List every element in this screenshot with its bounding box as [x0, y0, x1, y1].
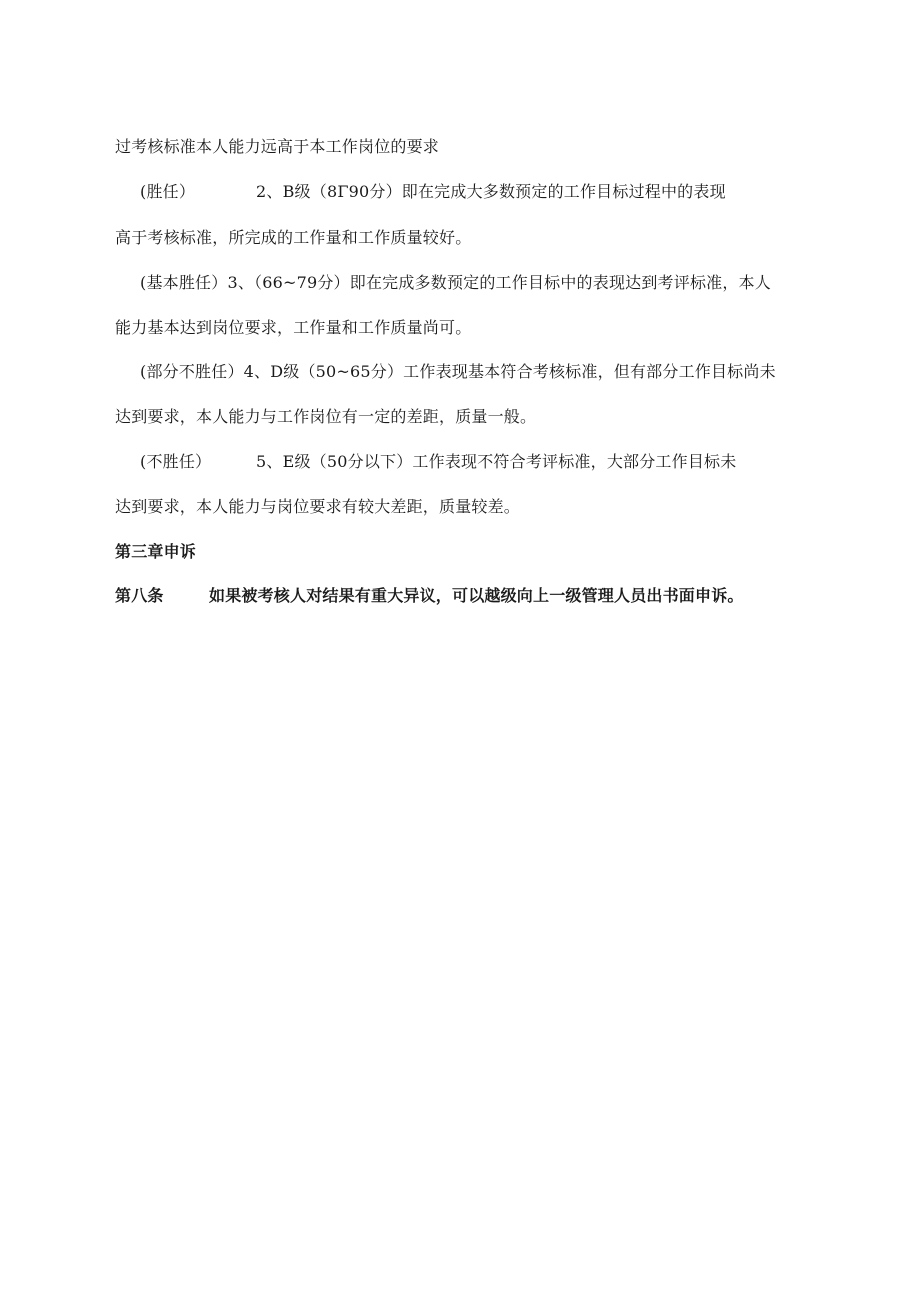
grade-b-line	[140, 182, 726, 202]
paragraph-line: 高于考核标准，所完成的工作量和工作质量较好。	[115, 228, 472, 247]
grade-e-label: (不胜任）	[140, 452, 212, 471]
paragraph-line: 能力基本达到岗位要求，工作量和工作质量尚可。	[115, 318, 472, 337]
article-line	[115, 586, 744, 606]
grade-e-line	[140, 452, 736, 472]
chapter-title: 第三章申诉	[115, 542, 197, 561]
article-label: 第八条	[115, 586, 164, 605]
grade-b-label: (胜任）	[140, 182, 196, 201]
grade-e-text: 5、E级（50分以下）工作表现不符合考评标准，大部分工作目标未	[256, 452, 737, 471]
grade-d-line: (部分不胜任）4、D级（50~65分）工作表现基本符合考核标准，但有部分工作目标尚未	[140, 362, 776, 381]
grade-b-text: 2、B级（8Γ90分）即在完成大多数预定的工作目标过程中的表现	[256, 182, 726, 201]
grade-c-line: (基本胜任）3、（66~79分）即在完成多数预定的工作目标中的表现达到考评标准，本人	[140, 273, 771, 292]
paragraph-line: 达到要求，本人能力与岗位要求有较大差距，质量较差。	[115, 497, 521, 516]
paragraph-line: 过考核标准本人能力远高于本工作岗位的要求	[115, 137, 440, 156]
article-text: 如果被考核人对结果有重大异议，可以越级向上一级管理人员出书面申诉。	[209, 586, 744, 605]
paragraph-line: 达到要求，本人能力与工作岗位有一定的差距，质量一般。	[115, 407, 537, 426]
